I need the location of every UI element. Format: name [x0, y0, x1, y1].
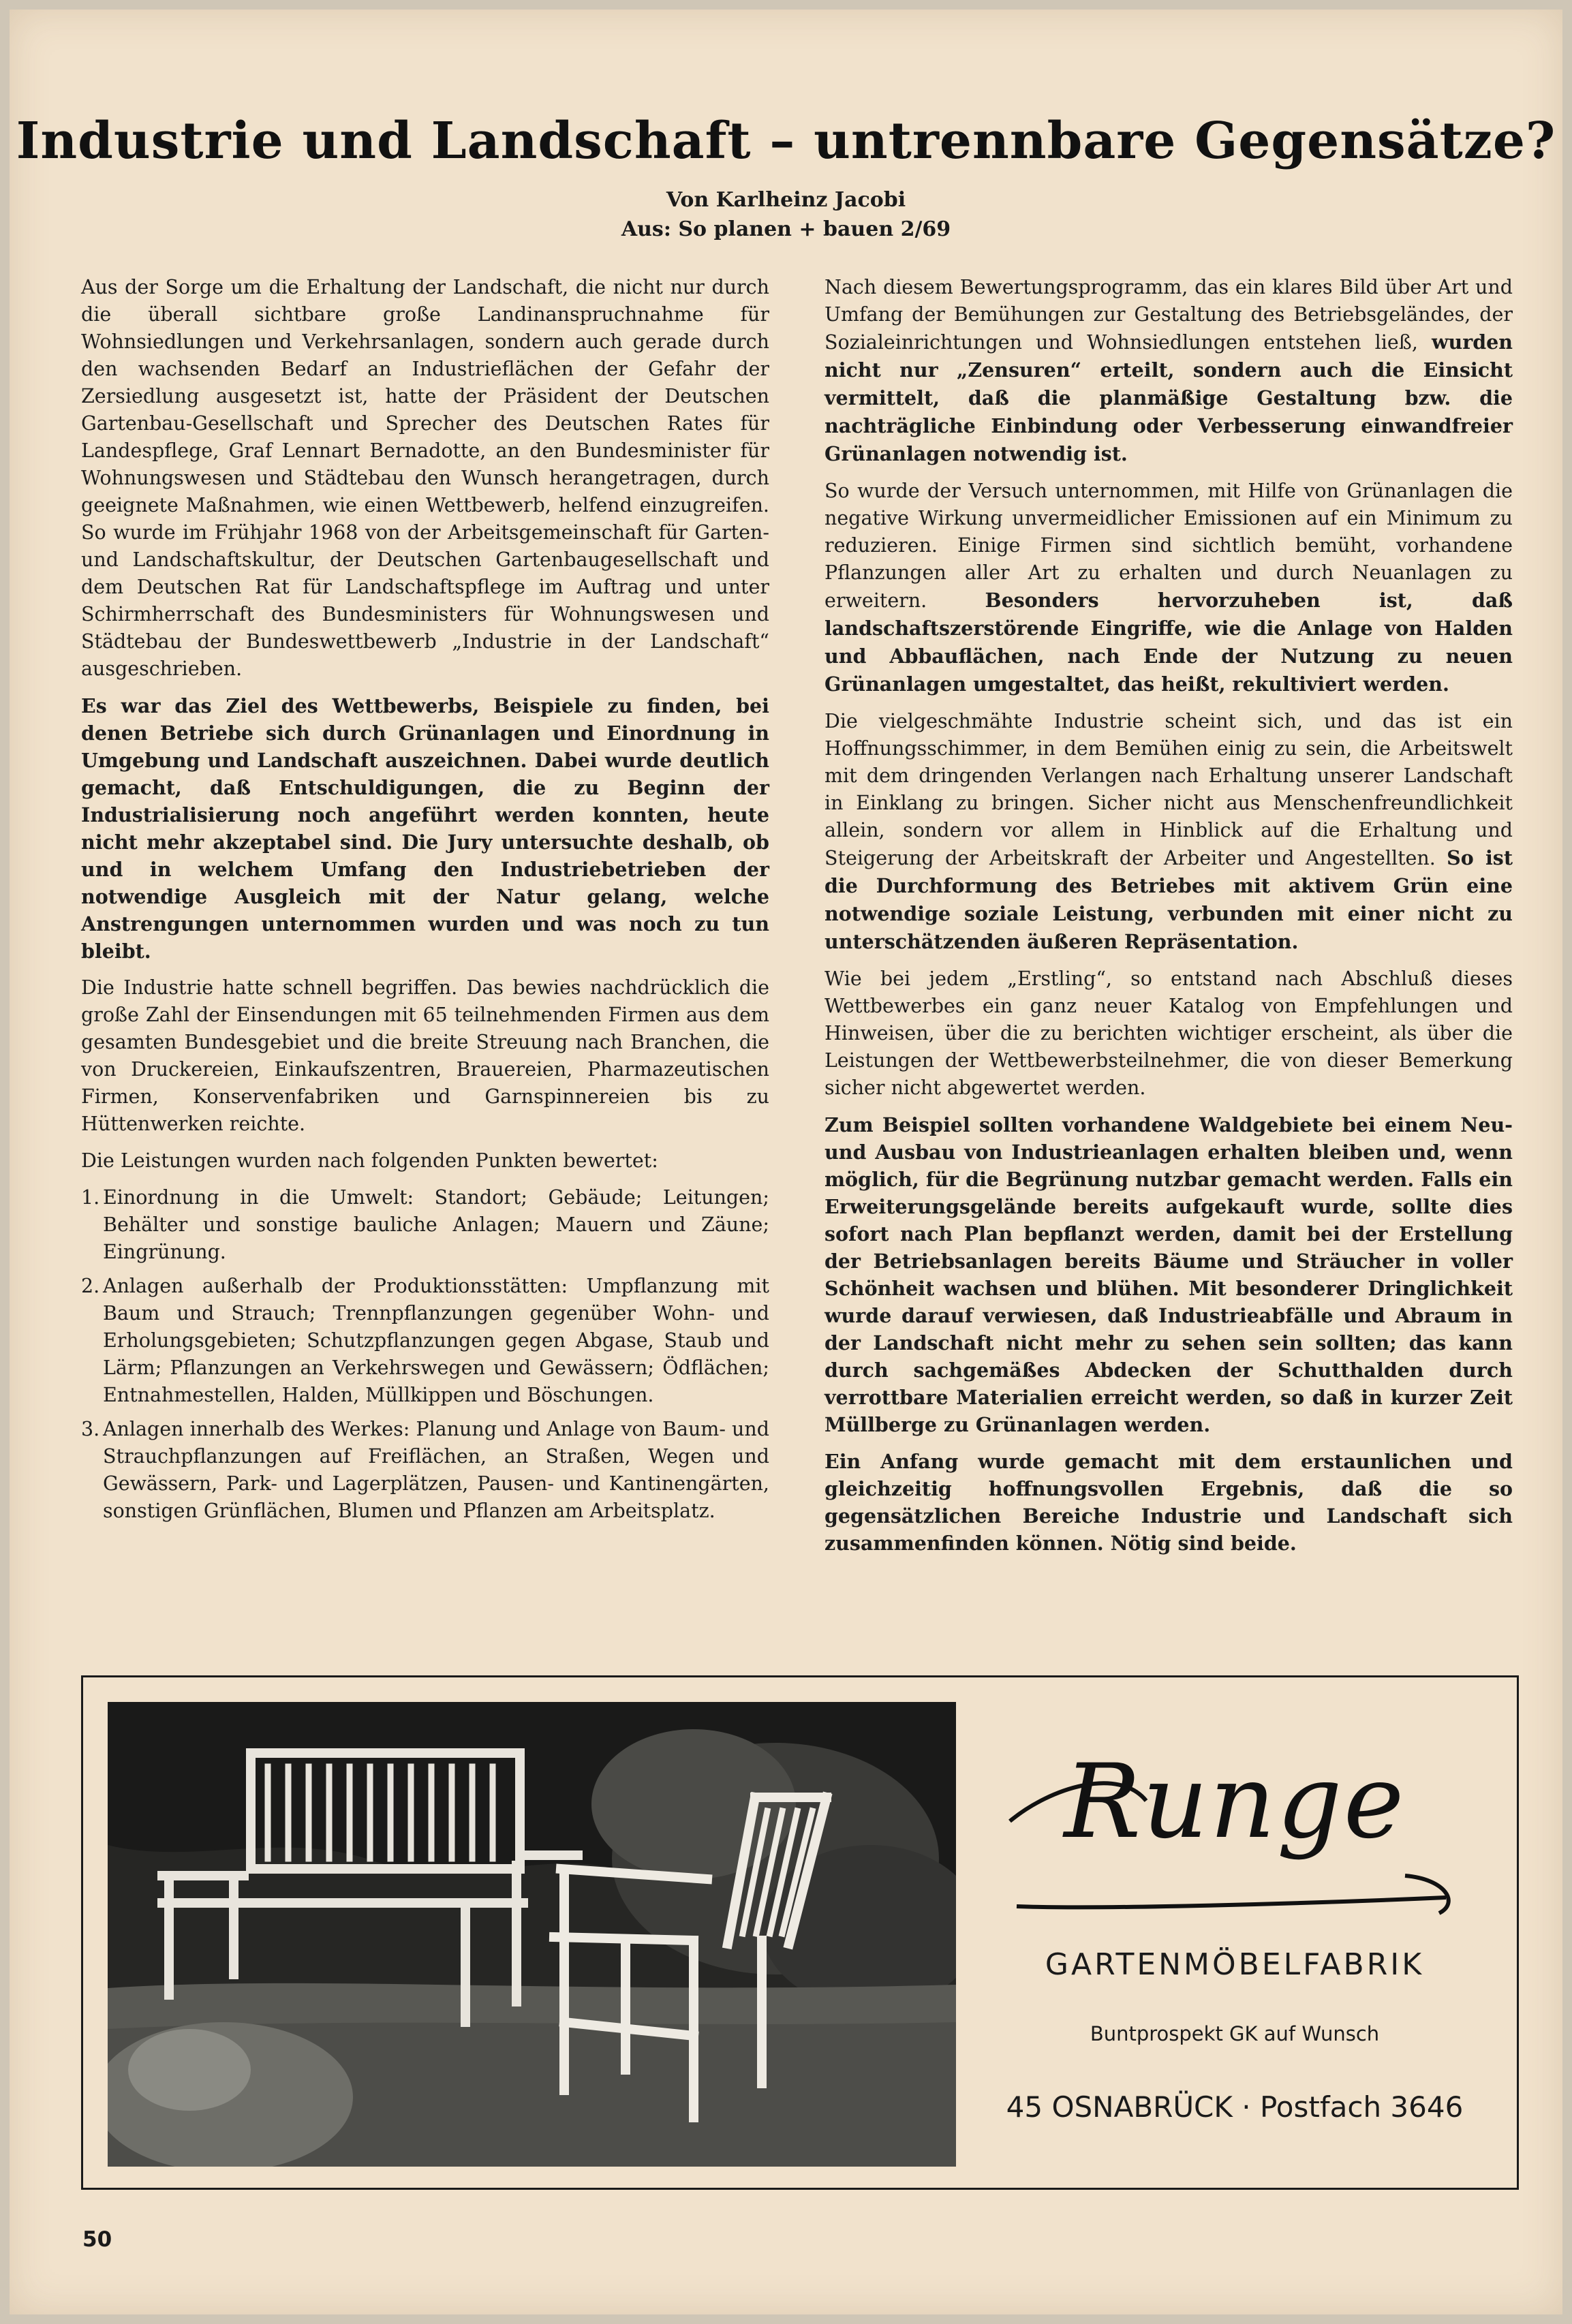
right-column	[824, 274, 1513, 1566]
list-item-text: Anlagen außerhalb der Produktionsstätten: Umpflanzung mit Baum und Strauch; Trennpflanzungen gegenüber Wohn- und Erholungsgebieten; Schutzpflanzungen gegen Abgase, Staub und Lärm; Pflanzungen an Verkehrswegen und Gewässern; Ödflächen; Entnahmestellen, Halden, Müllkippen und Böschungen.	[103, 1275, 769, 1406]
left-paragraph-4: Die Leistungen wurden nach folgenden Punkten bewertet:	[81, 1149, 658, 1172]
left-paragraph-3: Die Industrie hatte schnell begriffen. Das bewies nachdrücklich die große Zahl der Einsendungen mit 65 teilnehmenden Firmen aus dem gesamten Bundesgebiet und die breite Streuung nach Branchen, die von Druckereien, Einkaufszentren, Brauereien, Pharmazeutischen Firmen, Konservenfabriken und Garnspinnereien bis zu Hüttenwerken reichte.	[81, 976, 769, 1135]
right-paragraph-3	[824, 708, 1513, 956]
article-title: Industrie und Landschaft – untrennbare Gegensätze?	[16, 112, 1556, 170]
left-paragraph-2: Es war das Ziel des Wettbewerbs, Beispiele zu finden, bei denen Betriebe sich durch Grünanlagen und Einordnung in Umgebung und Landschaft auszeichnen. Dabei wurde deutlich gemacht, daß Entschuldigungen, die zu Beginn der Industrialisierung noch angeführt werden konnten, heute nicht mehr akzeptabel sind. Die Jury untersuchte deshalb, ob und in welchem Umfang den Industriebetrieben der notwendige Ausgleich mit der Natur gelang, welche Anstrengungen unternommen wurden und was noch zu tun bleibt.	[81, 694, 769, 963]
list-item-text: Anlagen innerhalb des Werkes: Planung und Anlage von Baum- und Strauchpflanzungen auf Freiflächen, an Straßen, Wegen und Gewässern, Park- und Lagerplätzen, Pausen- und Kantinengärten, sonstigen Grünflächen, Blumen und Pflanzen am Arbeitsplatz.	[103, 1418, 769, 1522]
garden-furniture-photo	[108, 1702, 956, 2167]
list-item-text: Einordnung in die Umwelt: Standort; Gebäude; Leitungen; Behälter und sonstige bauliche Anlagen; Mauern und Zäune; Eingrünung.	[103, 1186, 769, 1263]
brand-subtitle: GARTENMÖBELFABRIK	[1045, 1947, 1425, 1982]
source-line: Aus: So planen + bauen 2/69	[621, 217, 951, 241]
right-paragraph-1	[824, 274, 1513, 468]
list-item	[81, 1273, 769, 1409]
brand-logo-text: Runge	[1064, 1743, 1406, 1861]
list-item-number: 3.	[81, 1418, 100, 1440]
left-paragraph-1: Aus der Sorge um die Erhaltung der Landschaft, die nicht nur durch die überall sichtbare große Landinanspruchnahme für Wohnsiedlungen und Verkehrsanlagen, sondern auch gerade durch den wachsenden Bedarf an Industrieflächen der Gefahr der Zersiedlung ausgesetzt ist, hatte der Präsident der Deutschen Gartenbau-Gesellschaft und Sprecher des Deutschen Rates für Landespflege, Graf Lennart Bernadotte, an den Bundesminister für Wohnungswesen und Städtebau den Wunsch herangetragen, durch geeignete Maßnahmen, wie einen Wettbewerb, helfend einzugreifen. So wurde im Frühjahr 1968 von der Arbeitsgemeinschaft für Garten- und Landschaftskultur, der Deutschen Gartenbaugesellschaft und dem Deutschen Rat für Landschaftspflege im Auftrag und unter Schirmherrschaft des Bundesministers für Wohnungswesen und Städtebau der Bundeswettbewerb „Industrie in der Landschaft“ ausgeschrieben.	[81, 276, 769, 680]
right-paragraph-2-normal: So wurde der Versuch unternommen, mit Hilfe von Grünanlagen die negative Wirkung unvermeidlicher Emissionen auf ein Minimum zu reduzieren. Einige Firmen sind sichtlich bemüht, vorhandene Pflanzungen aller Art zu erhalten und durch Neuanlagen zu erweitern.	[824, 480, 1513, 612]
brand-area	[969, 1702, 1500, 2167]
right-paragraph-2	[824, 478, 1513, 698]
left-column	[81, 274, 769, 1533]
right-paragraph-4: Wie bei jedem „Erstling“, so entstand nach Abschluß dieses Wettbewerbes ein ganz neuer Katalog von Empfehlungen und Hinweisen, über die zu berichten wichtiger erscheint, als über die Leistungen der Wettbewerbsteilnehmer, die von dieser Bemerkung sicher nicht abgewertet werden.	[824, 967, 1513, 1099]
right-paragraph-2-bold: Besonders hervorzuheben ist, daß landschaftszerstörende Eingriffe, wie die Anlage von Halden und Abbauflächen, nach Ende der Nutzung zu neuen Grünanlagen umgestaltet, das heißt, rekultiviert werden.	[824, 589, 1513, 696]
right-paragraph-1-bold: wurden nicht nur „Zensuren“ erteilt, sondern auch die Einsicht vermittelt, daß die planmäßige Gestaltung bzw. die nachträgliche Einbindung oder Verbesserung einwandfreier Grünanlagen notwendig ist.	[824, 330, 1513, 465]
list-item	[81, 1416, 769, 1525]
right-paragraph-6: Ein Anfang wurde gemacht mit dem erstaunlichen und gleichzeitig hoffnungsvollen Ergebnis, daß die so gegensätzlichen Bereiche Industrie und Landschaft sich zusammenfinden können. Nötig sind beide.	[824, 1450, 1513, 1555]
prospekt-note: Buntprospekt GK auf Wunsch	[1090, 2022, 1380, 2045]
list-item-number: 1.	[81, 1186, 100, 1209]
brand-address: 45 OSNABRÜCK · Postfach 3646	[1006, 2090, 1464, 2124]
garden-bench-chair-image	[108, 1702, 956, 2167]
right-paragraph-3-normal: Die vielgeschmähte Industrie scheint sich, und das ist ein Hoffnungsschimmer, in dem Bemühen einig zu sein, die Arbeitswelt mit dem dringenden Verlangen nach Erhaltung unserer Landschaft in Einklang zu bringen. Sicher nicht aus Menschenfreundlichkeit allein, sondern vor allem in Hinblick auf die Erhaltung und Steigerung der Arbeitskraft der Arbeiter und Angestellten.	[824, 710, 1513, 869]
runge-advertisement	[81, 1675, 1519, 2190]
page-number: 50	[82, 2227, 112, 2252]
author-line: Von Karlheinz Jacobi	[666, 188, 906, 212]
list-item	[81, 1184, 769, 1266]
byline	[10, 185, 1562, 244]
list-item-number: 2.	[81, 1275, 100, 1297]
criteria-list	[81, 1184, 769, 1525]
page	[10, 10, 1562, 2314]
right-paragraph-1-normal: Nach diesem Bewertungsprogramm, das ein klares Bild über Art und Umfang der Bemühungen zur Gestaltung des Betriebsgeländes, der Sozialeinrichtungen und Wohnsiedlungen entstehen ließ,	[824, 276, 1513, 354]
right-paragraph-3-bold: So ist die Durchformung des Betriebes mit aktivem Grün eine notwendige soziale Leistung, verbunden mit einer nicht zu unterschätzenden äußeren Repräsentation.	[824, 846, 1513, 953]
right-paragraph-5: Zum Beispiel sollten vorhandene Waldgebiete bei einem Neu- und Ausbau von Industrieanlagen erhalten bleiben und, wenn möglich, für die Begrünung nutzbar gemacht werden. Falls ein Erweiterungsgelände bereits aufgekauft wurde, sollte dies sofort nach Plan bepflanzt werden, damit bei der Erstellung der Betriebsanlagen bereits Bäume und Sträucher in voller Schönheit wachsen und blühen. Mit besonderer Dringlichkeit wurde darauf verwiesen, daß Industrieabfälle und Abraum in der Landschaft nicht mehr zu sehen sein sollten; das kann durch sachgemäßes Abdecken der Schutthalden durch verrottbare Materialien erreicht werden, so daß in kurzer Zeit Müllberge zu Grünanlagen werden.	[824, 1113, 1513, 1436]
